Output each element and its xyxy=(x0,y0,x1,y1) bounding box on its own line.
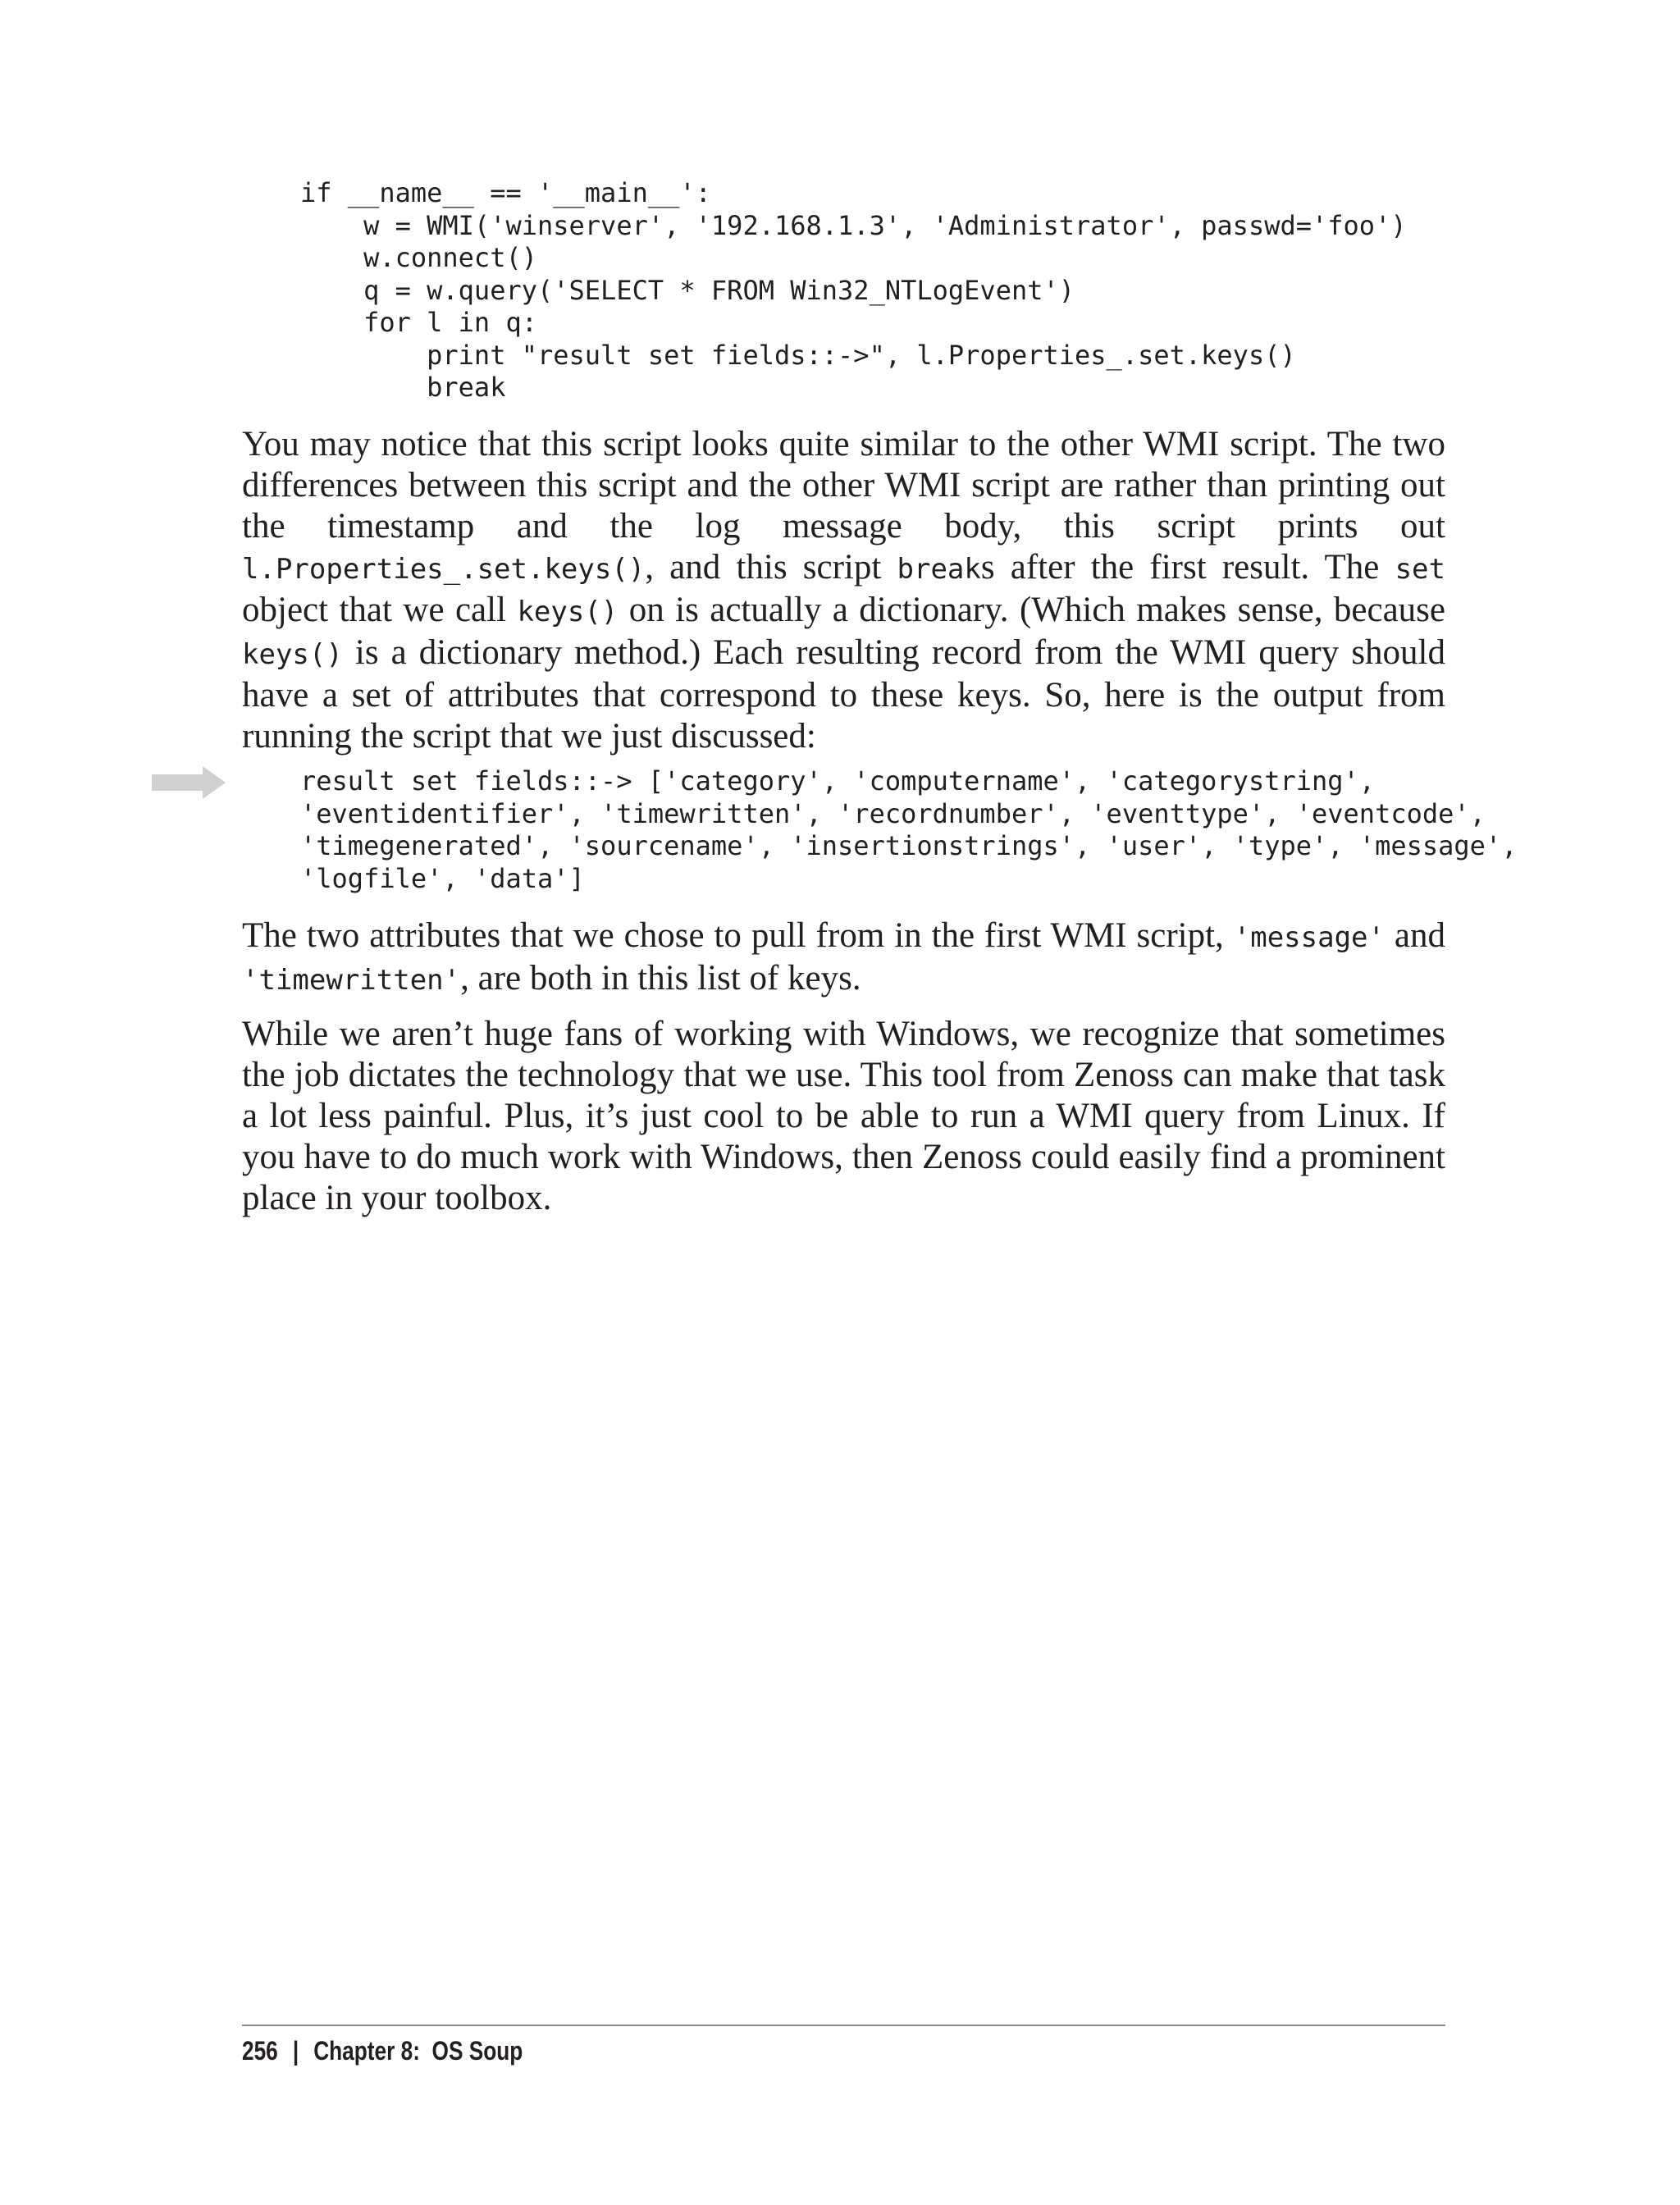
footer-rule xyxy=(242,2025,1445,2026)
paragraph-text: object that we call xyxy=(242,591,518,629)
inline-code: set xyxy=(1395,553,1445,586)
code-line: for l in q: xyxy=(300,307,537,338)
code-line: w = WMI('winserver', '192.168.1.3', 'Administrator', passwd='foo') xyxy=(300,209,1407,241)
inline-code: break xyxy=(897,553,981,586)
paragraph-text: is a dictionary method.) Each resulting record from the WMI query should have a set of attributes that correspond to these keys. So, here is the output from running the script that we just discussed: xyxy=(242,633,1445,756)
paragraph-script-explanation xyxy=(242,424,1445,757)
inline-code: keys() xyxy=(242,638,343,671)
footer-separator: | xyxy=(292,2036,299,2066)
paragraph-text: The two attributes that we chose to pull from in the first WMI script, xyxy=(242,916,1234,955)
inline-code: l.Properties_.set.keys() xyxy=(242,553,646,586)
code-line: result set fields::-> ['category', 'computername', 'categorystring', xyxy=(300,765,1376,797)
code-line: w.connect() xyxy=(300,242,537,273)
paragraph-text: s after the first result. The xyxy=(980,548,1395,587)
paragraph-text: and xyxy=(1384,916,1446,955)
paragraph-attributes xyxy=(242,915,1445,1001)
paragraph-text: You may notice that this script looks quite similar to the other WMI script. The two differences between this script and the other WMI script are rather than printing out the timestamp and the log message body, this script prints out xyxy=(242,425,1445,546)
paragraph-text: , are both in this list of keys. xyxy=(460,959,861,998)
paragraph-conclusion: While we aren’t huge fans of working with Windows, we recognize that sometimes the job dictates the technology that we use. This tool from Zenoss can make that task a lot less painful. Plus, it’s just cool to be able to run a WMI query from Linux. If you have to do much work with Windows, then Zenoss could easily find a prominent place in your toolbox. xyxy=(242,1015,1445,1217)
code-line: 'timegenerated', 'sourcename', 'insertionstrings', 'user', 'type', 'message', xyxy=(300,830,1518,861)
code-block-script xyxy=(300,177,1407,404)
page-footer xyxy=(242,2034,523,2067)
paragraph-text: , and this script xyxy=(645,548,897,587)
chapter-title: Chapter 8: OS Soup xyxy=(313,2036,523,2066)
right-arrow-icon xyxy=(152,766,226,799)
inline-code: 'timewritten' xyxy=(242,964,461,997)
code-line: break xyxy=(300,372,506,403)
code-line: 'logfile', 'data'] xyxy=(300,862,585,894)
code-block-output xyxy=(300,765,1517,895)
paragraph-text: on is actually a dictionary. (Which makes sense, because xyxy=(618,591,1446,629)
code-line: if __name__ == '__main__': xyxy=(300,177,711,208)
code-line: print "result set fields::->", l.Properties_.set.keys() xyxy=(300,339,1296,371)
code-line: 'eventidentifier', 'timewritten', 'recordnumber', 'eventtype', 'eventcode', xyxy=(300,797,1486,829)
code-line: q = w.query('SELECT * FROM Win32_NTLogEvent') xyxy=(300,274,1075,306)
inline-code: keys() xyxy=(517,596,619,628)
inline-code: 'message' xyxy=(1233,921,1385,954)
page-number: 256 xyxy=(242,2036,278,2066)
